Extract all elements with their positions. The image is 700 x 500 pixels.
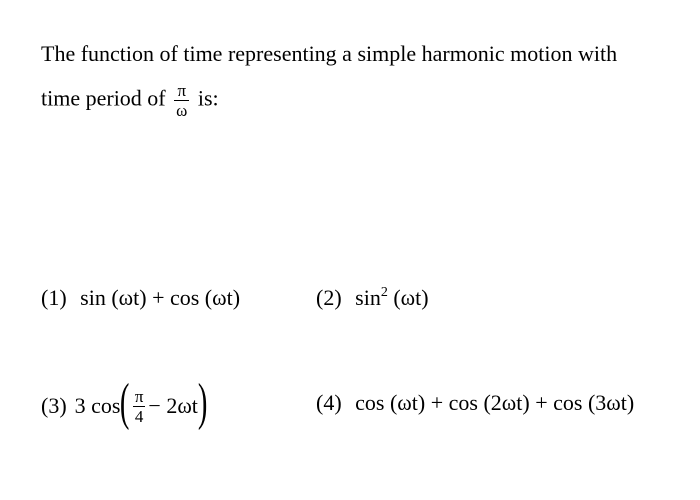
question-text-line-2-prefix: time period of (41, 85, 166, 111)
option-3[interactable] (41, 374, 208, 432)
option-2-argument: (ωt) (393, 285, 429, 310)
question-text-line-1: The function of time representing a simple harmonic motion with (41, 41, 618, 66)
question-stem-line-1 (41, 41, 617, 67)
option-3-left-paren: ( (120, 374, 130, 431)
option-1[interactable] (41, 285, 240, 311)
option-2-number: (2) (316, 285, 342, 310)
period-fraction (174, 81, 189, 120)
option-2-base: sin (355, 285, 381, 310)
option-2[interactable] (316, 285, 429, 315)
option-4-number: (4) (316, 390, 342, 415)
option-3-fraction (133, 387, 146, 426)
period-fraction-denominator: ω (176, 101, 188, 120)
option-1-expression: sin (ωt) + cos (ωt) (80, 285, 241, 310)
option-3-coefficient: 3 cos (74, 393, 121, 418)
option-2-power: 2 (380, 285, 388, 300)
option-3-fraction-denominator: 4 (134, 406, 144, 426)
option-4-expression: cos (ωt) + cos (2ωt) + cos (3ωt) (355, 390, 635, 415)
option-3-right-paren: ) (197, 374, 208, 431)
option-1-number: (1) (41, 285, 67, 310)
question-stem-line-2 (41, 81, 219, 120)
option-3-inner-rest: − 2ωt (148, 393, 198, 418)
option-3-number: (3) (41, 393, 67, 418)
option-3-fraction-numerator: π (134, 386, 144, 406)
question-text-line-2-suffix: is: (197, 85, 219, 111)
option-4[interactable] (316, 390, 634, 416)
period-fraction-numerator: π (174, 81, 189, 101)
